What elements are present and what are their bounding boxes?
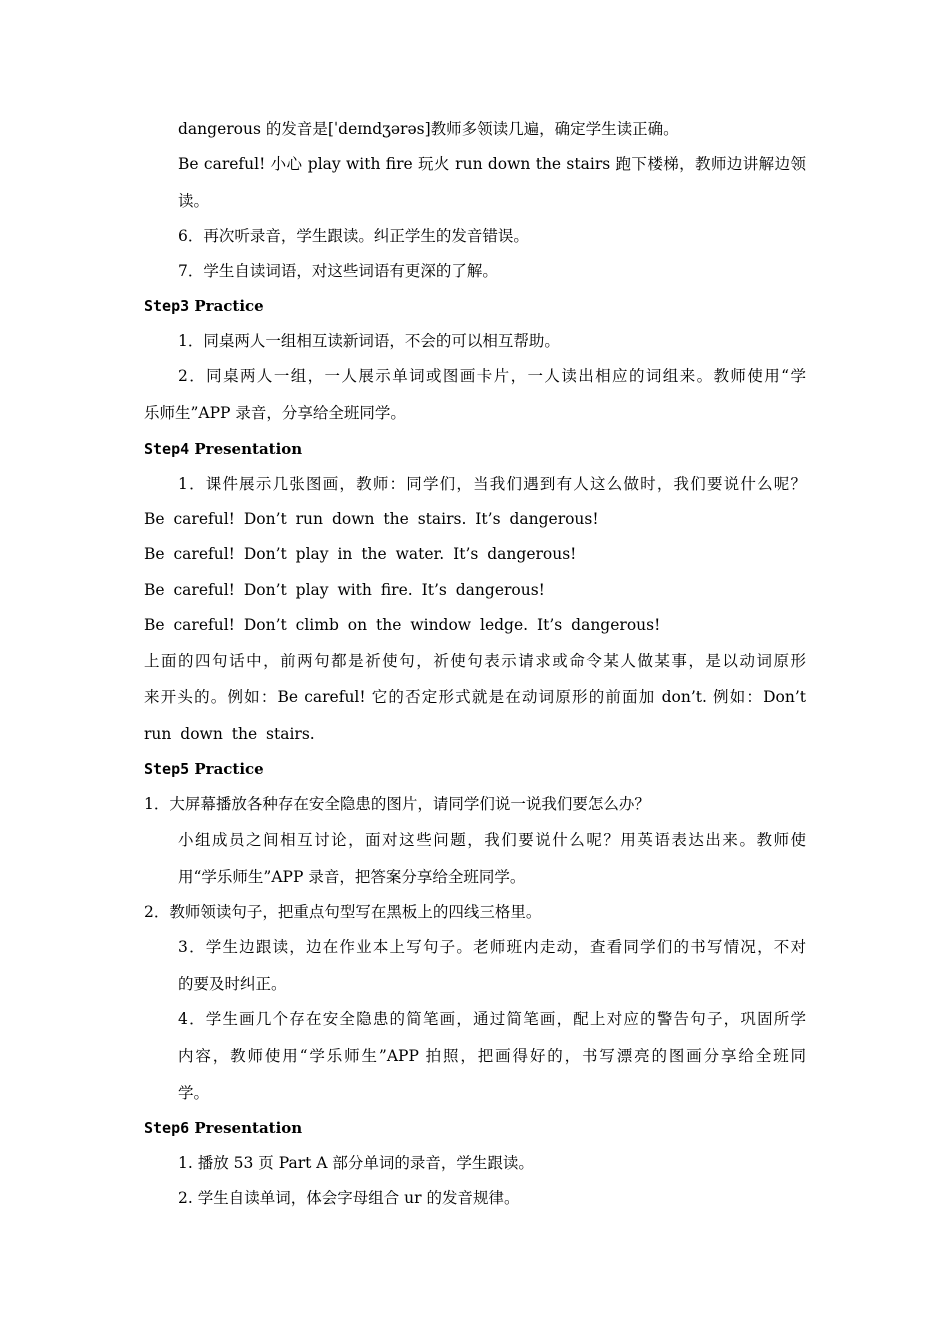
text-line: 3．学生边跟读，边在作业本上写句子。老师班内走动，查看同学们的书写情况，不对 [178, 938, 806, 956]
text-line: Be careful! Don’t climb on the window ledge. It’s dangerous! [144, 616, 661, 634]
step-title: Practice [194, 297, 264, 315]
text-line: 读。 [178, 192, 210, 210]
text-line: 1. 播放 53 页 Part A 部分单词的录音，学生跟读。 [178, 1154, 534, 1172]
step-label: Step3 [144, 297, 190, 315]
text-line: 学。 [178, 1084, 210, 1102]
text-line: 来开头的。例如：Be careful! 它的否定形式就是在动词原形的前面加 don’t. 例如：Don’t [144, 688, 806, 706]
text-line: 1．大屏幕播放各种存在安全隐患的图片，请同学们说一说我们要怎么办？ [144, 795, 650, 813]
step-title: Presentation [194, 1119, 303, 1137]
text-line: 1．同桌两人一组相互读新词语，不会的可以相互帮助。 [178, 332, 560, 350]
section-heading-step6 [144, 1118, 302, 1138]
text-line: 内容，教师使用“学乐师生”APP 拍照，把画得好的，书写漂亮的图画分享给全班同 [178, 1047, 806, 1065]
text-line: 2. 学生自读单词，体会字母组合 ur 的发音规律。 [178, 1189, 520, 1207]
text-line: 的要及时纠正。 [178, 975, 287, 993]
text-line: run down the stairs. [144, 725, 315, 743]
text-line: Be careful! Don’t play with fire. It’s dangerous! [144, 581, 545, 599]
step-label: Step6 [144, 1119, 190, 1137]
text-line: 4．学生画几个存在安全隐患的简笔画，通过简笔画，配上对应的警告句子，巩固所学 [178, 1010, 806, 1028]
section-heading-step4 [144, 439, 302, 459]
section-heading-step5 [144, 759, 264, 779]
text-line: 用“学乐师生”APP 录音，把答案分享给全班同学。 [178, 868, 526, 886]
section-heading-step3 [144, 296, 264, 316]
step-label: Step5 [144, 760, 190, 778]
text-line: dangerous 的发音是[ˈdeɪndʒərəs]教师多领读几遍，确定学生读正确。 [178, 120, 679, 138]
step-title: Practice [194, 760, 264, 778]
text-line: 7．学生自读词语，对这些词语有更深的了解。 [178, 262, 498, 280]
text-line: Be careful! 小心 play with fire 玩火 run down the stairs 跑下楼梯，教师边讲解边领 [178, 155, 806, 173]
text-line: 乐师生”APP 录音，分享给全班同学。 [144, 404, 406, 422]
text-line: 1．课件展示几张图画，教师：同学们，当我们遇到有人这么做时，我们要说什么呢？ [178, 475, 806, 493]
step-label: Step4 [144, 440, 190, 458]
text-line: 2．同桌两人一组，一人展示单词或图画卡片，一人读出相应的词组来。教师使用“学 [178, 367, 806, 385]
text-line: Be careful! Don’t run down the stairs. It’s dangerous! [144, 510, 599, 528]
text-line: 2．教师领读句子，把重点句型写在黑板上的四线三格里。 [144, 903, 542, 921]
text-line: Be careful! Don’t play in the water. It’s dangerous! [144, 545, 577, 563]
text-line: 6．再次听录音，学生跟读。纠正学生的发音错误。 [178, 227, 529, 245]
text-line: 小组成员之间相互讨论，面对这些问题，我们要说什么呢？用英语表达出来。教师使 [178, 831, 806, 849]
step-title: Presentation [194, 440, 303, 458]
text-line: 上面的四句话中，前两句都是祈使句，祈使句表示请求或命令某人做某事，是以动词原形 [144, 652, 806, 670]
